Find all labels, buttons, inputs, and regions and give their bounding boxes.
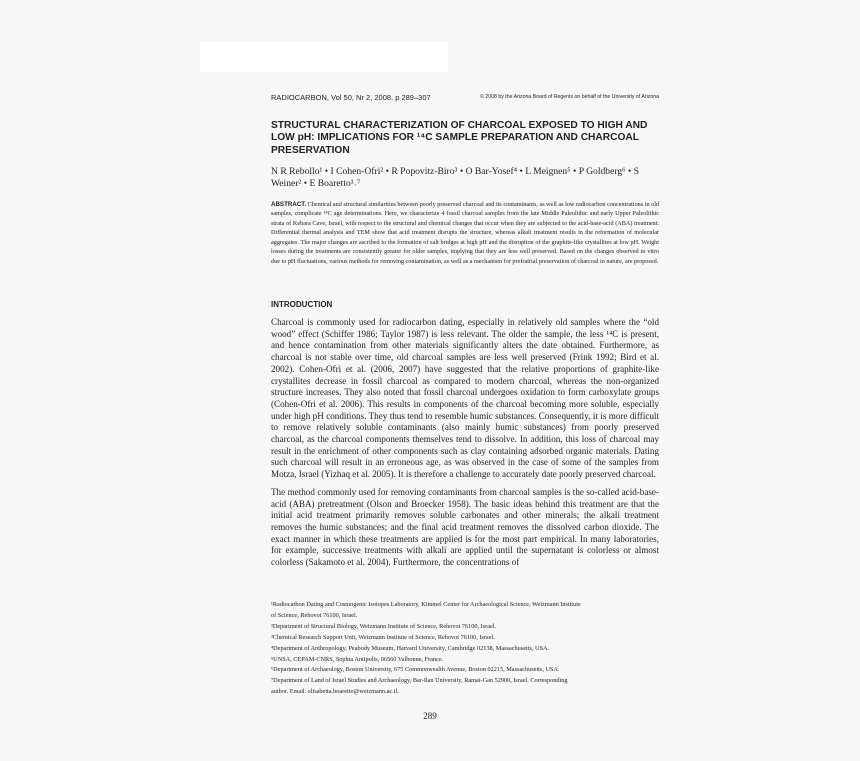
footnote-line: of Science, Rehovot 76100, Israel. (271, 611, 358, 619)
running-header (271, 93, 659, 102)
footnote-line: ⁷Department of Land of Israel Studies and Archaeology, Bar-Ilan University, Ramat-Gan 52900, Israel. Corresponding (271, 677, 568, 685)
footnotes (271, 600, 659, 698)
body-paragraph: Charcoal is commonly used for radiocarbon dating, especially in relatively old samples where the “old wood” effect (Schiffer 1986; Taylor 1987) is less relevant. The older the sample, the less ¹⁴C is present, and hence contamination from other materials significantly alters the date obtained. Furthermore, as charcoal is not stable over time, old charcoal samples are less well preserved (Frink 1992; Bird et al. 2002). Cohen-Ofri et al. (2006, 2007) have suggested that the relative proportions of graphite-like crystallites decrease in fossil charcoal as compared to modern charcoal, whereas the non-organized structure increases. They also noted that fossil charcoal undergoes oxidation to form carboxylate groups (Cohen-Ofri et al. 2006). This results in components of the charcoal becoming more soluble, especially under high pH conditions. They thus tend to resemble humic substances. Consequently, it is more difficult to remove relatively soluble contaminants (also mainly humic substances) from poorly preserved charcoal, as the charcoal components themselves tend to dissolve. In addition, this loss of charcoal may result in the enrichment of other components such as clay containing adsorbed organic materials. Dating such charcoal will result in an erroneous age, as was observed in the case of some of the samples from Motza, Israel (Yizhaq et al. 2005). It is therefore a challenge to accurately date poorly preserved charcoal. (271, 317, 659, 480)
footnote-line: ⁶Department of Archaeology, Boston University, 675 Commonwealth Avenue, Boston 02215, Massachusetts, USA. (271, 666, 560, 674)
footnote-line: ⁴Department of Anthropology, Peabody Museum, Harvard University, Cambridge 02138, Massachusetts, USA. (271, 644, 550, 652)
introduction-heading: INTRODUCTION (271, 300, 333, 309)
footnote-line: ²Department of Structural Biology, Weizmann Institute of Science, Rehovot 76100, Israel. (271, 622, 497, 630)
footnote-line: ⁵UNSA, CEPAM-CNRS, Sophia Antipolis, 06560 Valbonne, France. (271, 655, 444, 663)
abstract-text: Chemical and structural similarities between poorly preserved charcoal and its contaminants, as well as low radiocarbon concentrations in old samples, complicate ¹⁴C age determinations. Here, we characterize 4 fossil charcoal samples from the late Middle Paleolithic and early Upper Paleolithic strata of Kebara Cave, Israel, with respect to the structural and chemical changes that occur when they are subjected to the acid-base-acid (ABA) treatment. Differential thermal analysis and TEM show that acid treatment disrupts the structure, whereas alkali treatment results in the reformation of molecular aggregates. The major changes are ascribed to the formation of salt bridges at high pH and the disruption of the graphite-like crystallites at low pH. Weight losses during the treatments are consistently greater for older samples, implying that they are less well preserved. Based on the changes observed in vitro due to pH fluctuations, various methods for removing contamination, as well as a mechanism for prefratrial preservation of charcoal in nature, are proposed. (271, 201, 660, 265)
author-list: N R Rebollo¹ • I Cohen-Ofri² • R Popovitz-Biro³ • O Bar-Yosef⁴ • L Meignen⁵ • P Goldberg⁶ • S Weiner² • E Boaretto¹˒⁷ (271, 166, 639, 190)
body-paragraph: The method commonly used for removing contaminants from charcoal samples is the so-called acid-base-acid (ABA) pretreatment (Olson and Broecker 1958). The basic ideas behind this treatment are that the initial acid treatment primarily removes soluble carbonates and other minerals; the alkali treatment removes the humic substances; and the final acid treatment removes the dissolved carbon dioxide. The exact manner in which these treatments are applied is for the most part empirical. In many laboratories, for example, successive treatments with alkali are applied until the supernatant is colorless or almost colorless (Sakamoto et al. 2004). Furthermore, the concentrations of (271, 486, 659, 568)
abstract (271, 200, 659, 266)
copyright-notice: © 2008 by the Arizona Board of Regents on behalf of the University of Arizona (480, 94, 659, 100)
abstract-label: ABSTRACT. (271, 201, 307, 208)
page-number: 289 (423, 711, 437, 721)
blank-banner (200, 42, 448, 72)
introduction-body (271, 317, 659, 575)
footnote-line: ³Chemical Research Support Unit, Weizmann Institute of Science, Rehovot 76100, Israel. (271, 633, 495, 641)
paper-title: STRUCTURAL CHARACTERIZATION OF CHARCOAL EXPOSED TO HIGH AND LOW pH: IMPLICATIONS FOR ¹⁴C SAMPLE PREPARATION AND CHARCOAL PRESERVATION (271, 120, 648, 156)
footnote-line: author. Email: elisabetta.boaretto@weizmann.ac.il. (271, 688, 399, 696)
journal-citation: RADIOCARBON, Vol 50, Nr 2, 2008, p 289–307 (271, 93, 431, 102)
footnote-line: ¹Radiocarbon Dating and Cosmogenic Isotopes Laboratory, Kimmel Center for Archaeological Science, Weizmann Institute (271, 601, 581, 608)
